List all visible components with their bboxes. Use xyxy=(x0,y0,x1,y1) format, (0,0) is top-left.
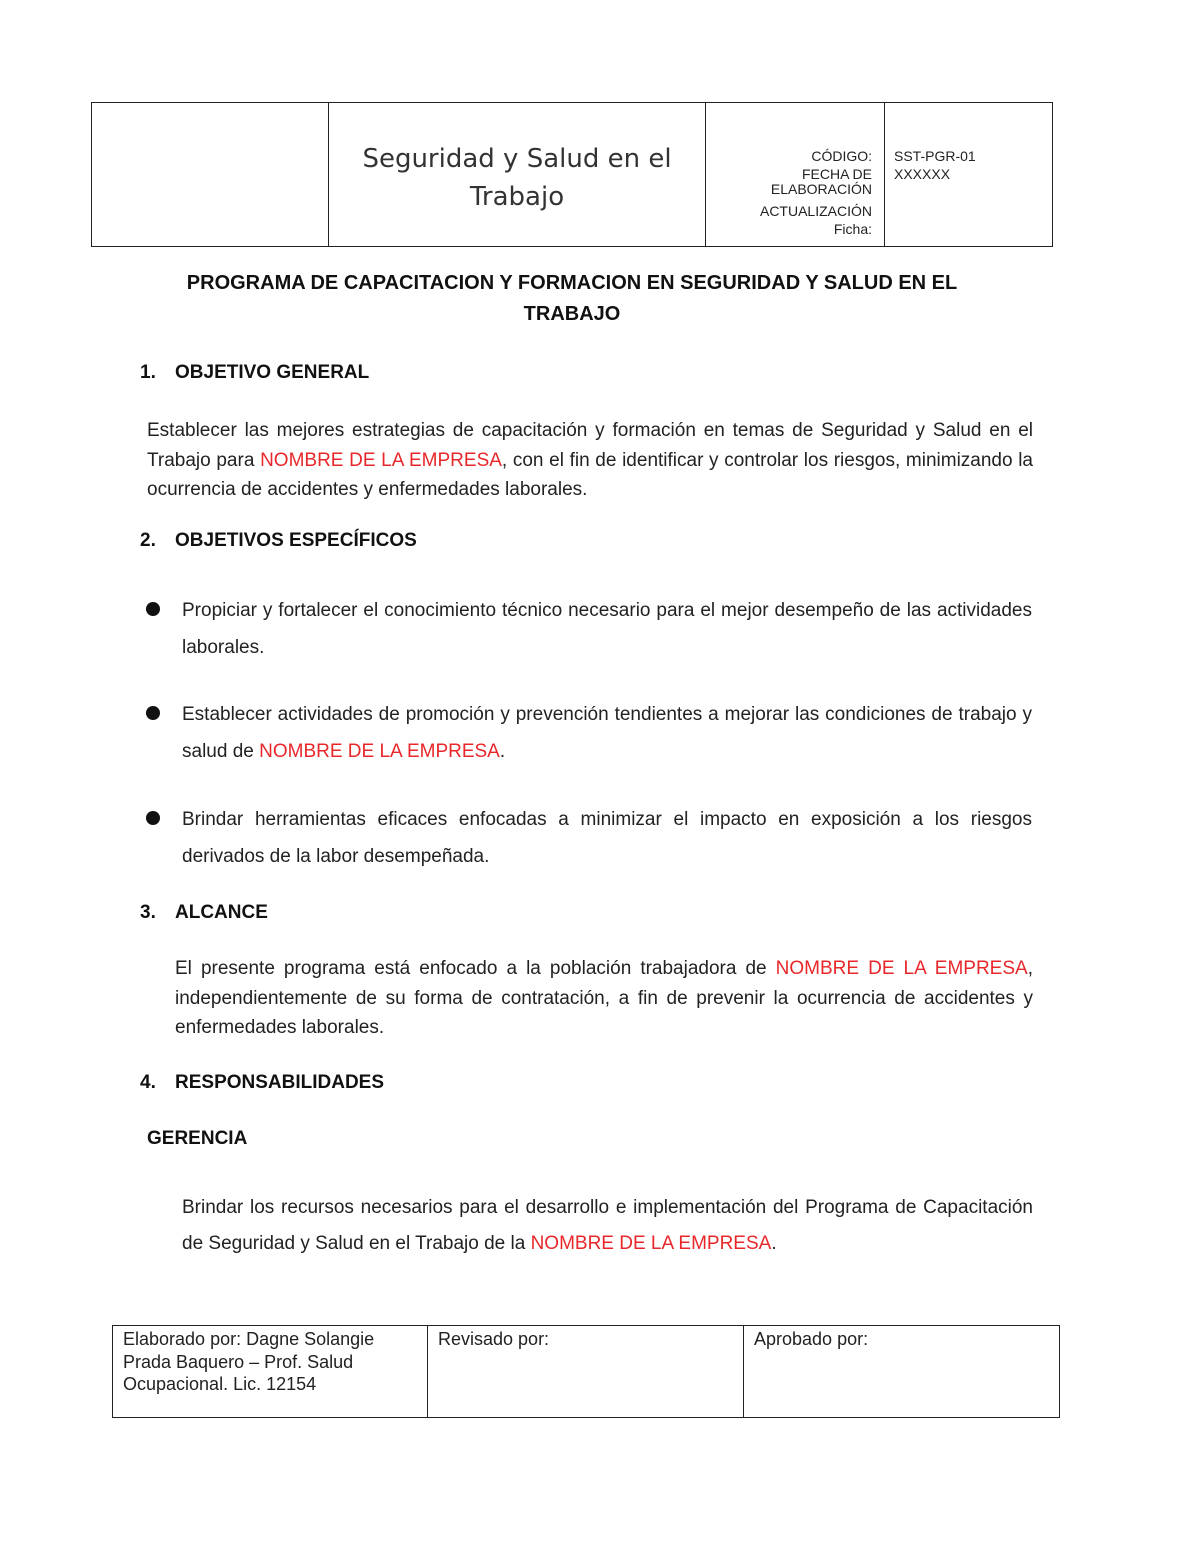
paragraph-text: , independientemente de su forma de contratación, a fin de prevenir la ocurrencia de accidentes y enfermedades laborales. xyxy=(175,958,1033,1038)
section-heading-responsabilidades xyxy=(140,1072,384,1094)
header-title-cell xyxy=(329,103,706,246)
revisado-label: Revisado por: xyxy=(438,1329,550,1349)
paragraph-text: . xyxy=(771,1233,777,1254)
paragraph-text: Establecer las mejores estrategias de capacitación y formación en temas de Seguridad y Salud en el Trabajo para xyxy=(147,420,1033,471)
label-actualizacion: ACTUALIZACIÓN xyxy=(759,202,872,219)
elaborado-line1: Elaborado por: Dagne Solangie xyxy=(123,1329,375,1349)
section-number: 4. xyxy=(140,1072,156,1093)
document-title-line1: PROGRAMA DE CAPACITACION Y FORMACION EN SEGURIDAD Y SALUD EN EL xyxy=(186,272,958,294)
code-value: SST-PGR-01 xyxy=(894,148,976,164)
elaborado-cell xyxy=(113,1326,428,1417)
bullet-dot-icon xyxy=(146,602,160,616)
document-header-table xyxy=(91,102,1053,247)
paragraph-text: Brindar los recursos necesarios para el desarrollo e implementación del Programa de Capacitación de Seguridad y Salud en el Trabajo de la xyxy=(182,1197,1033,1254)
company-name-placeholder: NOMBRE DE LA EMPRESA xyxy=(259,741,500,762)
paragraph-text: El presente programa está enfocado a la población trabajadora de xyxy=(175,958,776,979)
alcance-paragraph xyxy=(175,954,1033,1043)
company-name-placeholder: NOMBRE DE LA EMPRESA xyxy=(775,958,1028,979)
document-title xyxy=(100,268,1044,330)
section-title: OBJETIVOS ESPECÍFICOS xyxy=(175,530,417,551)
bullet-text: Propiciar y fortalecer el conocimiento técnico necesario para el mejor desempeño de las actividades laborales. xyxy=(182,600,1032,658)
bullet-item xyxy=(146,592,1032,666)
section-number: 1. xyxy=(140,362,156,383)
section-title: ALCANCE xyxy=(175,902,268,923)
document-title-line2: TRABAJO xyxy=(523,303,621,325)
section-heading-objetivo-general xyxy=(140,362,369,384)
approval-footer-table xyxy=(112,1325,1060,1418)
elaborado-line2: Prada Baquero – Prof. Salud xyxy=(123,1351,354,1372)
label-ficha: Ficha: xyxy=(833,221,872,237)
company-name-placeholder: NOMBRE DE LA EMPRESA xyxy=(260,449,502,471)
bullet-text xyxy=(182,696,1032,770)
logo-cell xyxy=(92,103,329,246)
section-number: 2. xyxy=(140,530,156,551)
bullet-item xyxy=(146,696,1032,770)
objetivo-general-paragraph xyxy=(147,416,1033,505)
section-title: RESPONSABILIDADES xyxy=(175,1072,385,1093)
revisado-cell xyxy=(428,1326,744,1417)
bullet-dot-icon xyxy=(146,811,160,825)
label-fecha-de: FECHA DE xyxy=(801,165,872,182)
label-codigo: CÓDIGO: xyxy=(811,148,872,164)
company-name-placeholder: NOMBRE DE LA EMPRESA xyxy=(530,1233,772,1254)
section-title: OBJETIVO GENERAL xyxy=(175,362,370,383)
header-title-line1: Seguridad y Salud en el xyxy=(362,143,672,174)
label-elaboracion: ELABORACIÓN xyxy=(770,181,872,197)
section-number: 3. xyxy=(140,902,156,923)
aprobado-cell xyxy=(744,1326,1059,1417)
paragraph-text: Establecer actividades de promoción y prevención tendientes a mejorar las condiciones de trabajo y salud de xyxy=(182,704,1032,762)
bullet-dot-icon xyxy=(146,706,160,720)
subheading-gerencia: GERENCIA xyxy=(147,1128,248,1149)
section-heading-objetivos-especificos xyxy=(140,530,417,552)
date-value: XXXXXX xyxy=(894,165,951,182)
header-title-line2: Trabajo xyxy=(469,181,565,212)
header-labels-cell xyxy=(706,103,885,246)
elaborado-line3: Ocupacional. Lic. 12154 xyxy=(123,1374,317,1394)
aprobado-label: Aprobado por: xyxy=(754,1329,869,1349)
gerencia-paragraph xyxy=(182,1190,1033,1262)
bullet-item xyxy=(146,801,1032,875)
header-values-cell xyxy=(885,103,1052,246)
bullet-text: Brindar herramientas eficaces enfocadas a minimizar el impacto en exposición a los riesgos derivados de la labor desempeñada. xyxy=(182,809,1032,867)
paragraph-text: . xyxy=(499,741,506,762)
section-heading-alcance xyxy=(140,902,268,924)
paragraph-text: , con el fin de identificar y controlar los riesgos, minimizando la ocurrencia de accidentes y enfermedades laborales. xyxy=(147,449,1033,500)
